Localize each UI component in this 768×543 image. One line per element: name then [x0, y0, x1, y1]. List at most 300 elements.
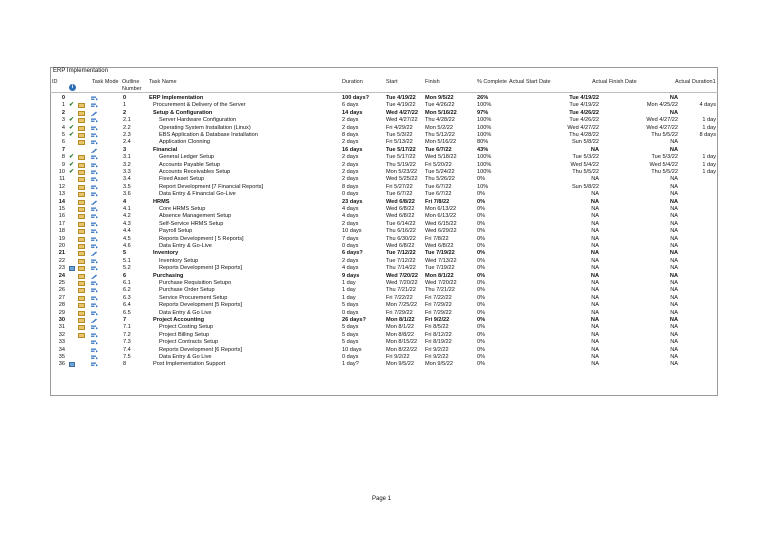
finish-date: Fri 9/2/22: [425, 354, 449, 360]
actual-start-date: Tue 4/19/22: [569, 95, 599, 101]
row-id: 15: [58, 206, 65, 212]
auto-schedule-icon: [91, 287, 99, 294]
row-indicators: [68, 125, 90, 132]
auto-schedule-icon: [91, 280, 99, 287]
row-indicators: [68, 324, 90, 331]
actual-finish-date: NA: [670, 302, 678, 309]
actual-finish-date: NA: [670, 257, 678, 264]
percent-complete: 0%: [477, 287, 486, 294]
actual-finish-date: NA: [670, 309, 678, 316]
row-id: 29: [58, 309, 65, 316]
table-row[interactable]: [51, 221, 717, 228]
duration: 1 day: [342, 294, 356, 301]
percent-complete: 100%: [477, 154, 492, 161]
duration: 1 day?: [342, 361, 359, 368]
task-name: Reports Development [5 Reports]: [159, 302, 243, 309]
row-indicators: [68, 273, 90, 280]
table-row[interactable]: [51, 102, 717, 109]
percent-complete: 100%: [477, 161, 492, 168]
row-id: 27: [58, 294, 65, 301]
actual-start-date: NA: [591, 309, 599, 316]
task-name: Project Accounting: [153, 317, 205, 323]
table-row[interactable]: [51, 213, 717, 220]
note-icon: [78, 207, 85, 212]
duration: 2 days: [342, 154, 359, 161]
actual-duration: 1 day: [702, 161, 716, 168]
check-icon: ✔: [69, 161, 75, 168]
table-row[interactable]: [51, 347, 717, 354]
finish-date: Tue 4/26/22: [425, 102, 455, 109]
table-row[interactable]: [51, 132, 717, 139]
table-row[interactable]: [51, 206, 717, 213]
actual-start-date: NA: [591, 213, 599, 220]
note-icon: [78, 163, 85, 168]
table-row[interactable]: [51, 154, 717, 161]
actual-finish-date: NA: [670, 339, 678, 346]
row-id: 9: [61, 161, 65, 168]
table-row[interactable]: [51, 317, 717, 324]
row-id: 26: [58, 287, 65, 294]
table-row[interactable]: [51, 139, 717, 146]
row-indicators: [68, 184, 90, 191]
outline-number: 6.5: [123, 309, 131, 316]
row-indicators: [68, 110, 90, 117]
actual-finish-date: NA: [670, 235, 678, 242]
actual-start-date: NA: [591, 191, 599, 198]
percent-complete: 0%: [477, 243, 486, 249]
note-icon: [78, 140, 85, 145]
row-id: 13: [58, 191, 65, 198]
actual-finish-date: NA: [670, 183, 678, 190]
table-row[interactable]: [51, 236, 717, 243]
percent-complete: 0%: [477, 220, 486, 227]
task-name: Core HRMS Setup: [159, 206, 206, 212]
duration: 10 days: [342, 228, 362, 235]
row-indicators: [68, 295, 90, 302]
row-indicators: [68, 302, 90, 309]
actual-finish-date: NA: [670, 324, 678, 331]
info-icon: i: [69, 84, 76, 91]
row-indicators: [68, 95, 90, 102]
outline-number: 2.4: [123, 139, 131, 146]
duration: 0 days: [342, 243, 359, 249]
task-name: Purchasing: [153, 272, 184, 279]
percent-complete: 100%: [477, 124, 492, 131]
percent-complete: 80%: [477, 139, 489, 146]
start-date: Mon 9/5/22: [386, 361, 414, 368]
start-date: Wed 5/25/22: [386, 176, 418, 183]
start-date: Thu 5/19/22: [386, 161, 416, 168]
actual-start-date: NA: [591, 206, 599, 212]
finish-date: Wed 7/20/22: [425, 280, 457, 286]
start-date: Tue 7/12/22: [386, 257, 416, 264]
row-id: 17: [58, 220, 65, 227]
percent-complete: 43%: [477, 146, 489, 153]
table-row[interactable]: [51, 265, 717, 272]
note-icon: [78, 266, 85, 271]
task-name: Report Development [7 Financial Reports]: [159, 183, 264, 190]
outline-number: 3.6: [123, 191, 131, 198]
task-name: Purchase Requisition Setupo: [159, 280, 232, 286]
actual-finish-date: NA: [670, 346, 678, 353]
task-name: Reports Development [ 5 Reports]: [159, 235, 244, 242]
row-id: 16: [58, 213, 65, 220]
percent-complete: 0%: [477, 206, 486, 212]
percent-complete: 0%: [477, 191, 486, 198]
percent-complete: 0%: [477, 250, 486, 257]
task-name: Inventory: [153, 250, 179, 257]
start-date: Fri 7/29/22: [386, 309, 413, 316]
actual-start-date: NA: [591, 354, 599, 360]
duration: 10 days: [342, 346, 362, 353]
table-row[interactable]: [51, 324, 717, 331]
task-name: Data Entry & Go Live: [159, 354, 212, 360]
actual-start-date: Tue 4/26/22: [569, 117, 599, 124]
actual-finish-date: NA: [670, 139, 678, 146]
start-date: Thu 6/30/22: [386, 235, 416, 242]
row-id: 21: [58, 250, 65, 257]
actual-start-date: NA: [590, 317, 599, 323]
row-id: 18: [58, 228, 65, 235]
actual-start-date: NA: [590, 272, 599, 279]
note-icon: [78, 214, 85, 219]
note-icon: [78, 229, 85, 234]
finish-date: Fri 7/29/22: [425, 309, 452, 316]
outline-number: 2.3: [123, 132, 131, 138]
header-divider: [50, 92, 718, 93]
table-row[interactable]: [51, 273, 717, 280]
header-outline-number: Outline Number: [122, 79, 142, 92]
actual-finish-date: Wed 4/27/22: [646, 124, 678, 131]
task-name: ERP Implementation: [149, 95, 204, 101]
finish-date: Wed 6/8/22: [425, 243, 454, 249]
outline-number: 4.4: [123, 228, 131, 235]
row-indicators: [68, 339, 90, 346]
duration: 9 days: [342, 272, 360, 279]
row-indicators: [68, 169, 90, 176]
actual-start-date: NA: [591, 243, 599, 249]
finish-date: Tue 7/19/22: [425, 265, 455, 272]
actual-start-date: Tue 5/3/22: [572, 154, 599, 161]
actual-start-date: Thu 5/5/22: [572, 169, 599, 175]
row-indicators: [68, 332, 90, 339]
row-indicators: [68, 287, 90, 294]
note-icon: [78, 303, 85, 308]
row-id: 1: [61, 102, 65, 109]
finish-date: Fri 9/2/22: [425, 317, 450, 323]
task-name: Reports Development [3 Reports]: [159, 265, 243, 272]
outline-number: 5: [123, 250, 127, 257]
note-icon: [78, 288, 85, 293]
outline-number: 6.1: [123, 280, 131, 286]
task-name: Operating System Installation (Linux): [159, 124, 251, 131]
outline-number: 4.6: [123, 243, 131, 249]
row-indicators: [68, 317, 90, 324]
finish-date: Tue 5/24/22: [425, 169, 455, 175]
task-name: Accounts Payable Setup: [159, 161, 220, 168]
table-row[interactable]: [51, 162, 717, 169]
table-row[interactable]: [51, 191, 717, 198]
table-row[interactable]: [51, 243, 717, 250]
auto-schedule-icon: [91, 339, 99, 346]
task-name: Payroll Setup: [159, 228, 193, 235]
note-icon: [78, 333, 85, 338]
row-indicators: [68, 243, 90, 250]
auto-schedule-icon: [91, 132, 99, 139]
row-indicators: [68, 206, 90, 213]
manual-schedule-icon: [91, 317, 99, 324]
start-date: Mon 8/1/22: [386, 324, 414, 331]
table-row[interactable]: [51, 332, 717, 339]
finish-date: Fri 7/22/22: [425, 294, 452, 301]
percent-complete: 0%: [477, 257, 486, 264]
table-row[interactable]: [51, 339, 717, 346]
percent-complete: 0%: [477, 213, 486, 220]
percent-complete: 0%: [477, 302, 486, 309]
task-name: Self-Service HRMS Setup: [159, 220, 224, 227]
finish-date: Fri 7/8/22: [425, 198, 450, 205]
table-row[interactable]: [51, 176, 717, 183]
actual-finish-date: NA: [670, 331, 678, 338]
row-id: 24: [58, 272, 65, 279]
actual-duration: 4 days: [699, 102, 716, 109]
manual-schedule-icon: [91, 250, 99, 257]
row-indicators: [68, 199, 90, 206]
outline-number: 5.2: [123, 265, 131, 272]
table-row[interactable]: [51, 354, 717, 361]
row-id: 2: [61, 109, 65, 116]
row-id: 20: [58, 243, 65, 249]
finish-date: Thu 7/21/22: [425, 287, 455, 294]
finish-date: Thu 4/28/22: [425, 117, 455, 124]
table-row[interactable]: [51, 228, 717, 235]
actual-start-date: NA: [591, 280, 599, 286]
start-date: Wed 6/8/22: [386, 243, 415, 249]
note-icon: [78, 126, 85, 131]
row-id: 35: [58, 354, 65, 360]
row-indicators: [68, 102, 90, 109]
actual-start-date: Thu 4/28/22: [569, 132, 599, 138]
row-indicators: [68, 354, 90, 361]
header-id: ID: [52, 79, 58, 85]
outline-number: 4.1: [123, 206, 131, 212]
actual-duration: 8 days: [699, 132, 716, 138]
row-id: 3: [61, 117, 65, 124]
task-name: Reports Development [6 Reports]: [159, 346, 243, 353]
percent-complete: 26%: [477, 95, 489, 101]
row-id: 12: [58, 183, 65, 190]
auto-schedule-icon: [91, 191, 99, 198]
table-row[interactable]: [51, 310, 717, 317]
outline-number: 4: [123, 198, 127, 205]
outline-number: 3.3: [123, 169, 131, 175]
start-date: Tue 5/17/22: [386, 146, 416, 153]
percent-complete: 0%: [477, 309, 486, 316]
finish-date: Fri 9/2/22: [425, 346, 449, 353]
duration: 2 days: [342, 117, 359, 124]
duration: 7 days: [342, 235, 359, 242]
actual-finish-date: NA: [670, 243, 678, 249]
finish-date: Fri 7/8/22: [425, 235, 449, 242]
outline-number: 4.5: [123, 235, 131, 242]
finish-date: Fri 7/29/22: [425, 302, 452, 309]
start-date: Wed 6/8/22: [386, 198, 415, 205]
outline-number: 8: [123, 361, 127, 368]
row-indicators: [68, 361, 90, 368]
outline-number: 2.1: [123, 117, 131, 124]
outline-number: 6.3: [123, 294, 131, 301]
table-row[interactable]: [51, 302, 717, 309]
outline-number: 7.4: [123, 346, 131, 353]
duration: 2 days: [342, 124, 359, 131]
row-indicators: [68, 228, 90, 235]
outline-number: 4.2: [123, 213, 131, 220]
percent-complete: 97%: [477, 109, 489, 116]
actual-start-date: NA: [591, 235, 599, 242]
note-icon: [78, 192, 85, 197]
row-id: 22: [58, 257, 65, 264]
manual-schedule-icon: [91, 273, 99, 280]
actual-start-date: NA: [591, 220, 599, 227]
table-row[interactable]: [51, 95, 717, 102]
finish-date: Tue 6/7/22: [425, 183, 452, 190]
finish-date: Mon 9/5/22: [425, 95, 454, 101]
duration: 5 days: [342, 302, 359, 309]
row-id: 14: [58, 198, 65, 205]
finish-date: Mon 5/2/22: [425, 124, 453, 131]
table-row[interactable]: [51, 110, 717, 117]
calendar-icon: [69, 266, 75, 271]
percent-complete: 100%: [477, 117, 492, 124]
row-id: 23: [58, 265, 65, 272]
row-id: 19: [58, 235, 65, 242]
duration: 8 days: [342, 183, 359, 190]
table-row[interactable]: [51, 169, 717, 176]
start-date: Tue 6/14/22: [386, 220, 416, 227]
row-indicators: [68, 265, 90, 272]
duration: 2 days: [342, 176, 359, 183]
row-id: 31: [58, 324, 65, 331]
actual-finish-date: Mon 4/25/22: [646, 102, 678, 109]
project-title: ERP Implementation: [53, 68, 108, 74]
outline-number: 1: [123, 102, 127, 109]
row-indicators: [68, 221, 90, 228]
table-row[interactable]: [51, 125, 717, 132]
auto-schedule-icon: [91, 162, 99, 169]
task-name: EBS Application & Database Installation: [159, 132, 258, 138]
table-row[interactable]: [51, 147, 717, 154]
percent-complete: 0%: [477, 331, 486, 338]
actual-duration: 1 day: [702, 117, 716, 124]
duration: 5 days: [342, 339, 359, 346]
actual-start-date: NA: [590, 146, 599, 153]
table-row[interactable]: [51, 287, 717, 294]
finish-date: Fri 5/20/22: [425, 161, 452, 168]
finish-date: Mon 5/16/22: [425, 139, 457, 146]
row-indicators: [68, 236, 90, 243]
actual-finish-date: NA: [670, 294, 678, 301]
table-row[interactable]: [51, 361, 717, 368]
duration: 4 days: [342, 265, 359, 272]
percent-complete: 0%: [477, 354, 486, 360]
start-date: Wed 6/8/22: [386, 213, 415, 220]
start-date: Tue 7/12/22: [386, 250, 416, 257]
task-name: Procurement & Delivery of the Server: [153, 102, 246, 109]
task-name: General Ledger Setup: [159, 154, 215, 161]
start-date: Mon 8/8/22: [386, 331, 414, 338]
percent-complete: 0%: [477, 324, 486, 331]
actual-start-date: NA: [590, 198, 599, 205]
actual-finish-date: NA: [670, 280, 678, 286]
header-start: Start: [386, 79, 398, 85]
row-id: 30: [58, 317, 65, 323]
actual-duration: 1 day: [702, 124, 716, 131]
actual-finish-date: NA: [669, 146, 678, 153]
actual-start-date: NA: [591, 361, 599, 368]
actual-start-date: NA: [591, 339, 599, 346]
note-icon: [78, 237, 85, 242]
row-indicators: [68, 347, 90, 354]
note-icon: [78, 155, 85, 160]
actual-start-date: NA: [591, 331, 599, 338]
note-icon: [78, 318, 85, 323]
auto-schedule-icon: [91, 302, 99, 309]
row-indicators: [68, 154, 90, 161]
finish-date: Thu 5/12/22: [425, 132, 455, 138]
outline-number: 2.2: [123, 124, 131, 131]
table-row[interactable]: [51, 199, 717, 206]
table-row[interactable]: [51, 250, 717, 257]
task-name: Accounts Receivables Setup: [159, 169, 231, 175]
auto-schedule-icon: [91, 243, 99, 250]
duration: 0 days: [342, 309, 359, 316]
table-row[interactable]: [51, 184, 717, 191]
outline-number: 5.1: [123, 257, 131, 264]
actual-finish-date: Wed 5/4/22: [649, 161, 678, 168]
table-row[interactable]: [51, 117, 717, 124]
table-row[interactable]: [51, 295, 717, 302]
table-row[interactable]: [51, 280, 717, 287]
row-id: 10: [58, 169, 65, 175]
header-finish: Finish: [425, 79, 440, 85]
finish-date: Wed 5/18/22: [425, 154, 457, 161]
finish-date: Mon 8/1/22: [425, 272, 454, 279]
actual-finish-date: Thu 5/5/22: [651, 169, 678, 175]
start-date: Thu 7/21/22: [386, 287, 416, 294]
task-name: Setup & Configuration: [153, 109, 213, 116]
percent-complete: 0%: [477, 294, 486, 301]
actual-start-date: Wed 5/4/22: [570, 161, 599, 168]
percent-complete: 0%: [477, 176, 486, 183]
table-row[interactable]: [51, 258, 717, 265]
finish-date: Mon 5/16/22: [425, 109, 457, 116]
actual-start-date: NA: [591, 228, 599, 235]
auto-schedule-icon: [91, 347, 99, 354]
start-date: Mon 7/25/22: [386, 302, 418, 309]
actual-finish-date: NA: [669, 250, 678, 257]
row-indicators: [68, 139, 90, 146]
row-id: 36: [58, 361, 65, 368]
actual-finish-date: NA: [670, 206, 678, 212]
header-actual-duration: Actual Duration1: [675, 79, 716, 85]
finish-date: Wed 6/29/22: [425, 228, 457, 235]
start-date: Mon 5/23/22: [386, 169, 418, 175]
actual-finish-date: NA: [669, 95, 678, 101]
note-icon: [78, 325, 85, 330]
note-icon: [78, 244, 85, 249]
task-name: Data Entry & Go-Live: [159, 243, 212, 249]
actual-start-date: NA: [591, 324, 599, 331]
